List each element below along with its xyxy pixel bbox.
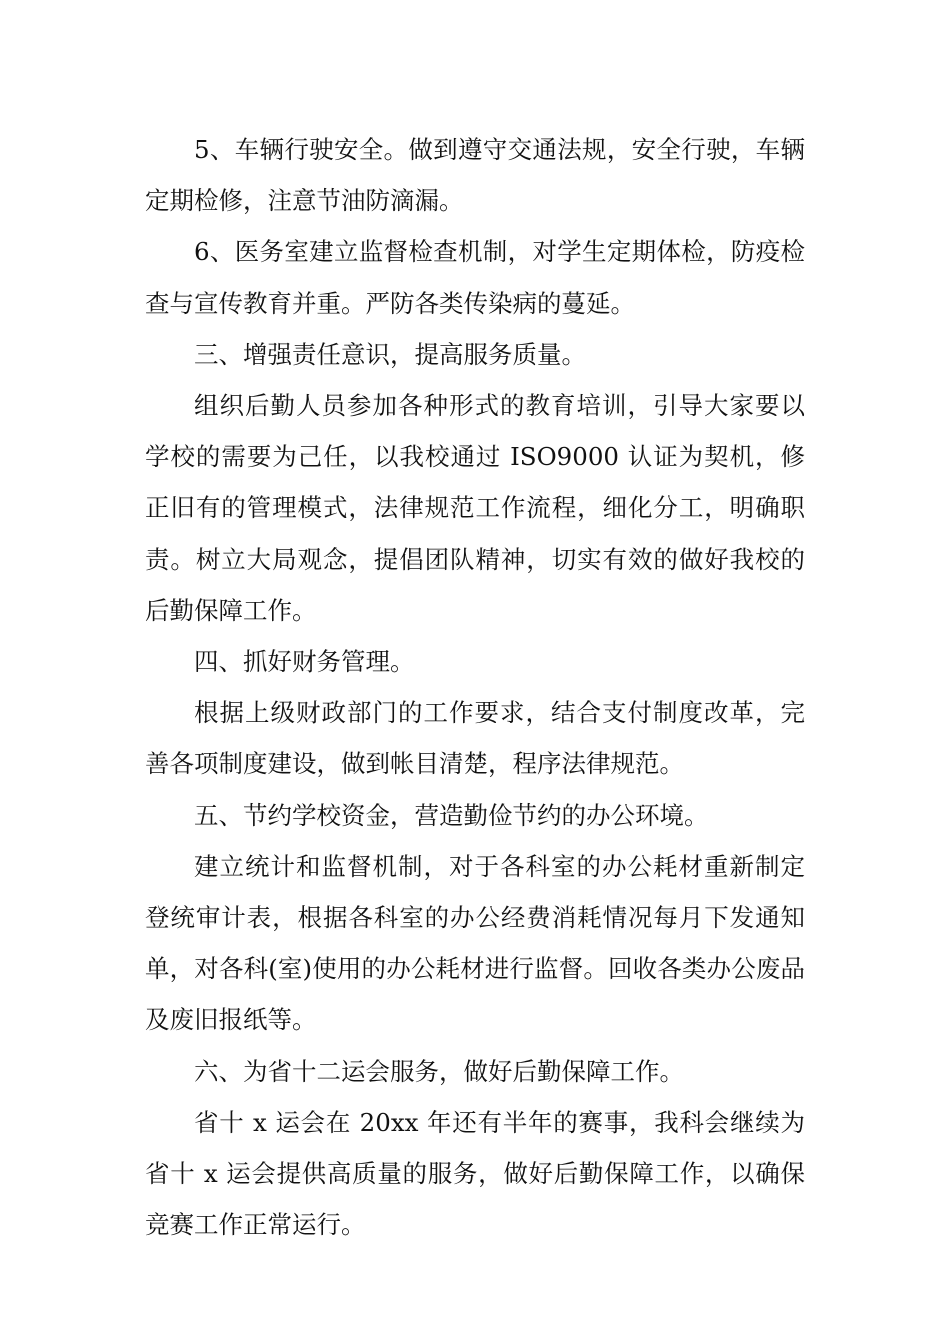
- heading-responsibility: 三、增强责任意识，提高服务质量。: [194, 339, 586, 369]
- paragraph-vehicle-safety: 5、车辆行驶安全。做到遵守交通法规，安全行驶，车辆定期检修，注意节油防滴漏。: [145, 135, 805, 216]
- heading-financial-management: 四、抓好财务管理。: [194, 647, 415, 677]
- paragraph-clinic-supervision: 6、医务室建立监督检查机制，对学生定期体检，防疫检查与宣传教育并重。严防各类传染病的蔓延。: [145, 237, 805, 318]
- paragraph-financial-rules: 根据上级财政部门的工作要求，结合支付制度改革，完善各项制度建设，做到帐目清楚，程序法律规范。: [145, 698, 805, 779]
- document-body: [145, 124, 805, 1250]
- paragraph-staff-training: 组织后勤人员参加各种形式的教育培训，引导大家要以学校的需要为己任，以我校通过 ISO9000 认证为契机，修正旧有的管理模式，法律规范工作流程，细化分工，明确职责。树立大局观念，提倡团队精神，切实有效的做好我校的后勤保障工作。: [145, 391, 805, 625]
- paragraph-supply-monitoring: 建立统计和监督机制，对于各科室的办公耗材重新制定登统审计表，根据各科室的办公经费消耗情况每月下发通知单，对各科(室)使用的办公耗材进行监督。回收各类办公废品及废旧报纸等。: [145, 851, 805, 1035]
- heading-games-service: 六、为省十二运会服务，做好后勤保障工作。: [194, 1056, 684, 1086]
- heading-save-funds: 五、节约学校资金，营造勤俭节约的办公环境。: [194, 800, 709, 830]
- paragraph-games-support: 省十 x 运会在 20xx 年还有半年的赛事，我科会继续为省十 x 运会提供高质量的服务，做好后勤保障工作，以确保竞赛工作正常运行。: [145, 1107, 805, 1240]
